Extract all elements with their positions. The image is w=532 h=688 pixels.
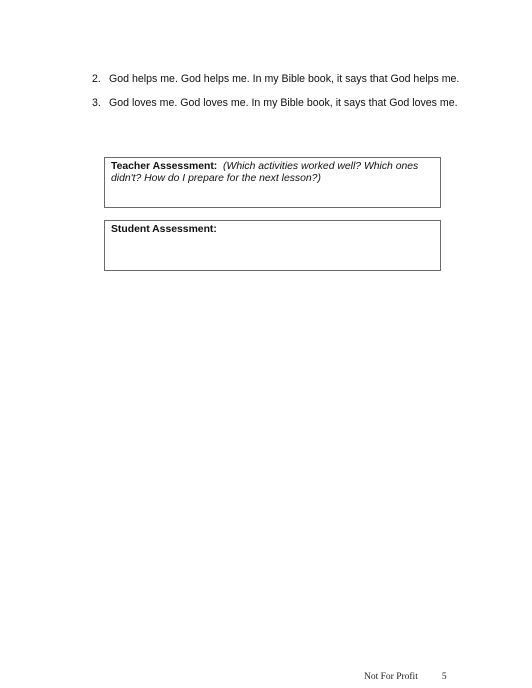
page-footer: [364, 672, 447, 682]
numbered-list: [92, 73, 462, 120]
student-assessment-label: Student Assessment:: [111, 224, 217, 235]
page-number: 5: [441, 672, 447, 682]
list-item: [92, 97, 462, 110]
list-number: 3.: [92, 96, 101, 109]
list-text: God loves me. God loves me. In my Bible book, it says that God loves me.: [109, 96, 458, 109]
teacher-assessment-box: [104, 157, 441, 208]
list-item: [92, 73, 462, 86]
student-assessment-box: [104, 220, 441, 271]
list-number: 2.: [92, 73, 101, 85]
teacher-assessment-label: Teacher Assessment:: [111, 161, 218, 172]
teacher-assessment-note: (Which activities worked well? Which ones didn't? How do I prepare for the next lesson?): [111, 161, 419, 185]
list-text: God helps me. God helps me. In my Bible book, it says that God helps me.: [109, 73, 460, 85]
footer-text: Not For Profit: [364, 672, 418, 682]
